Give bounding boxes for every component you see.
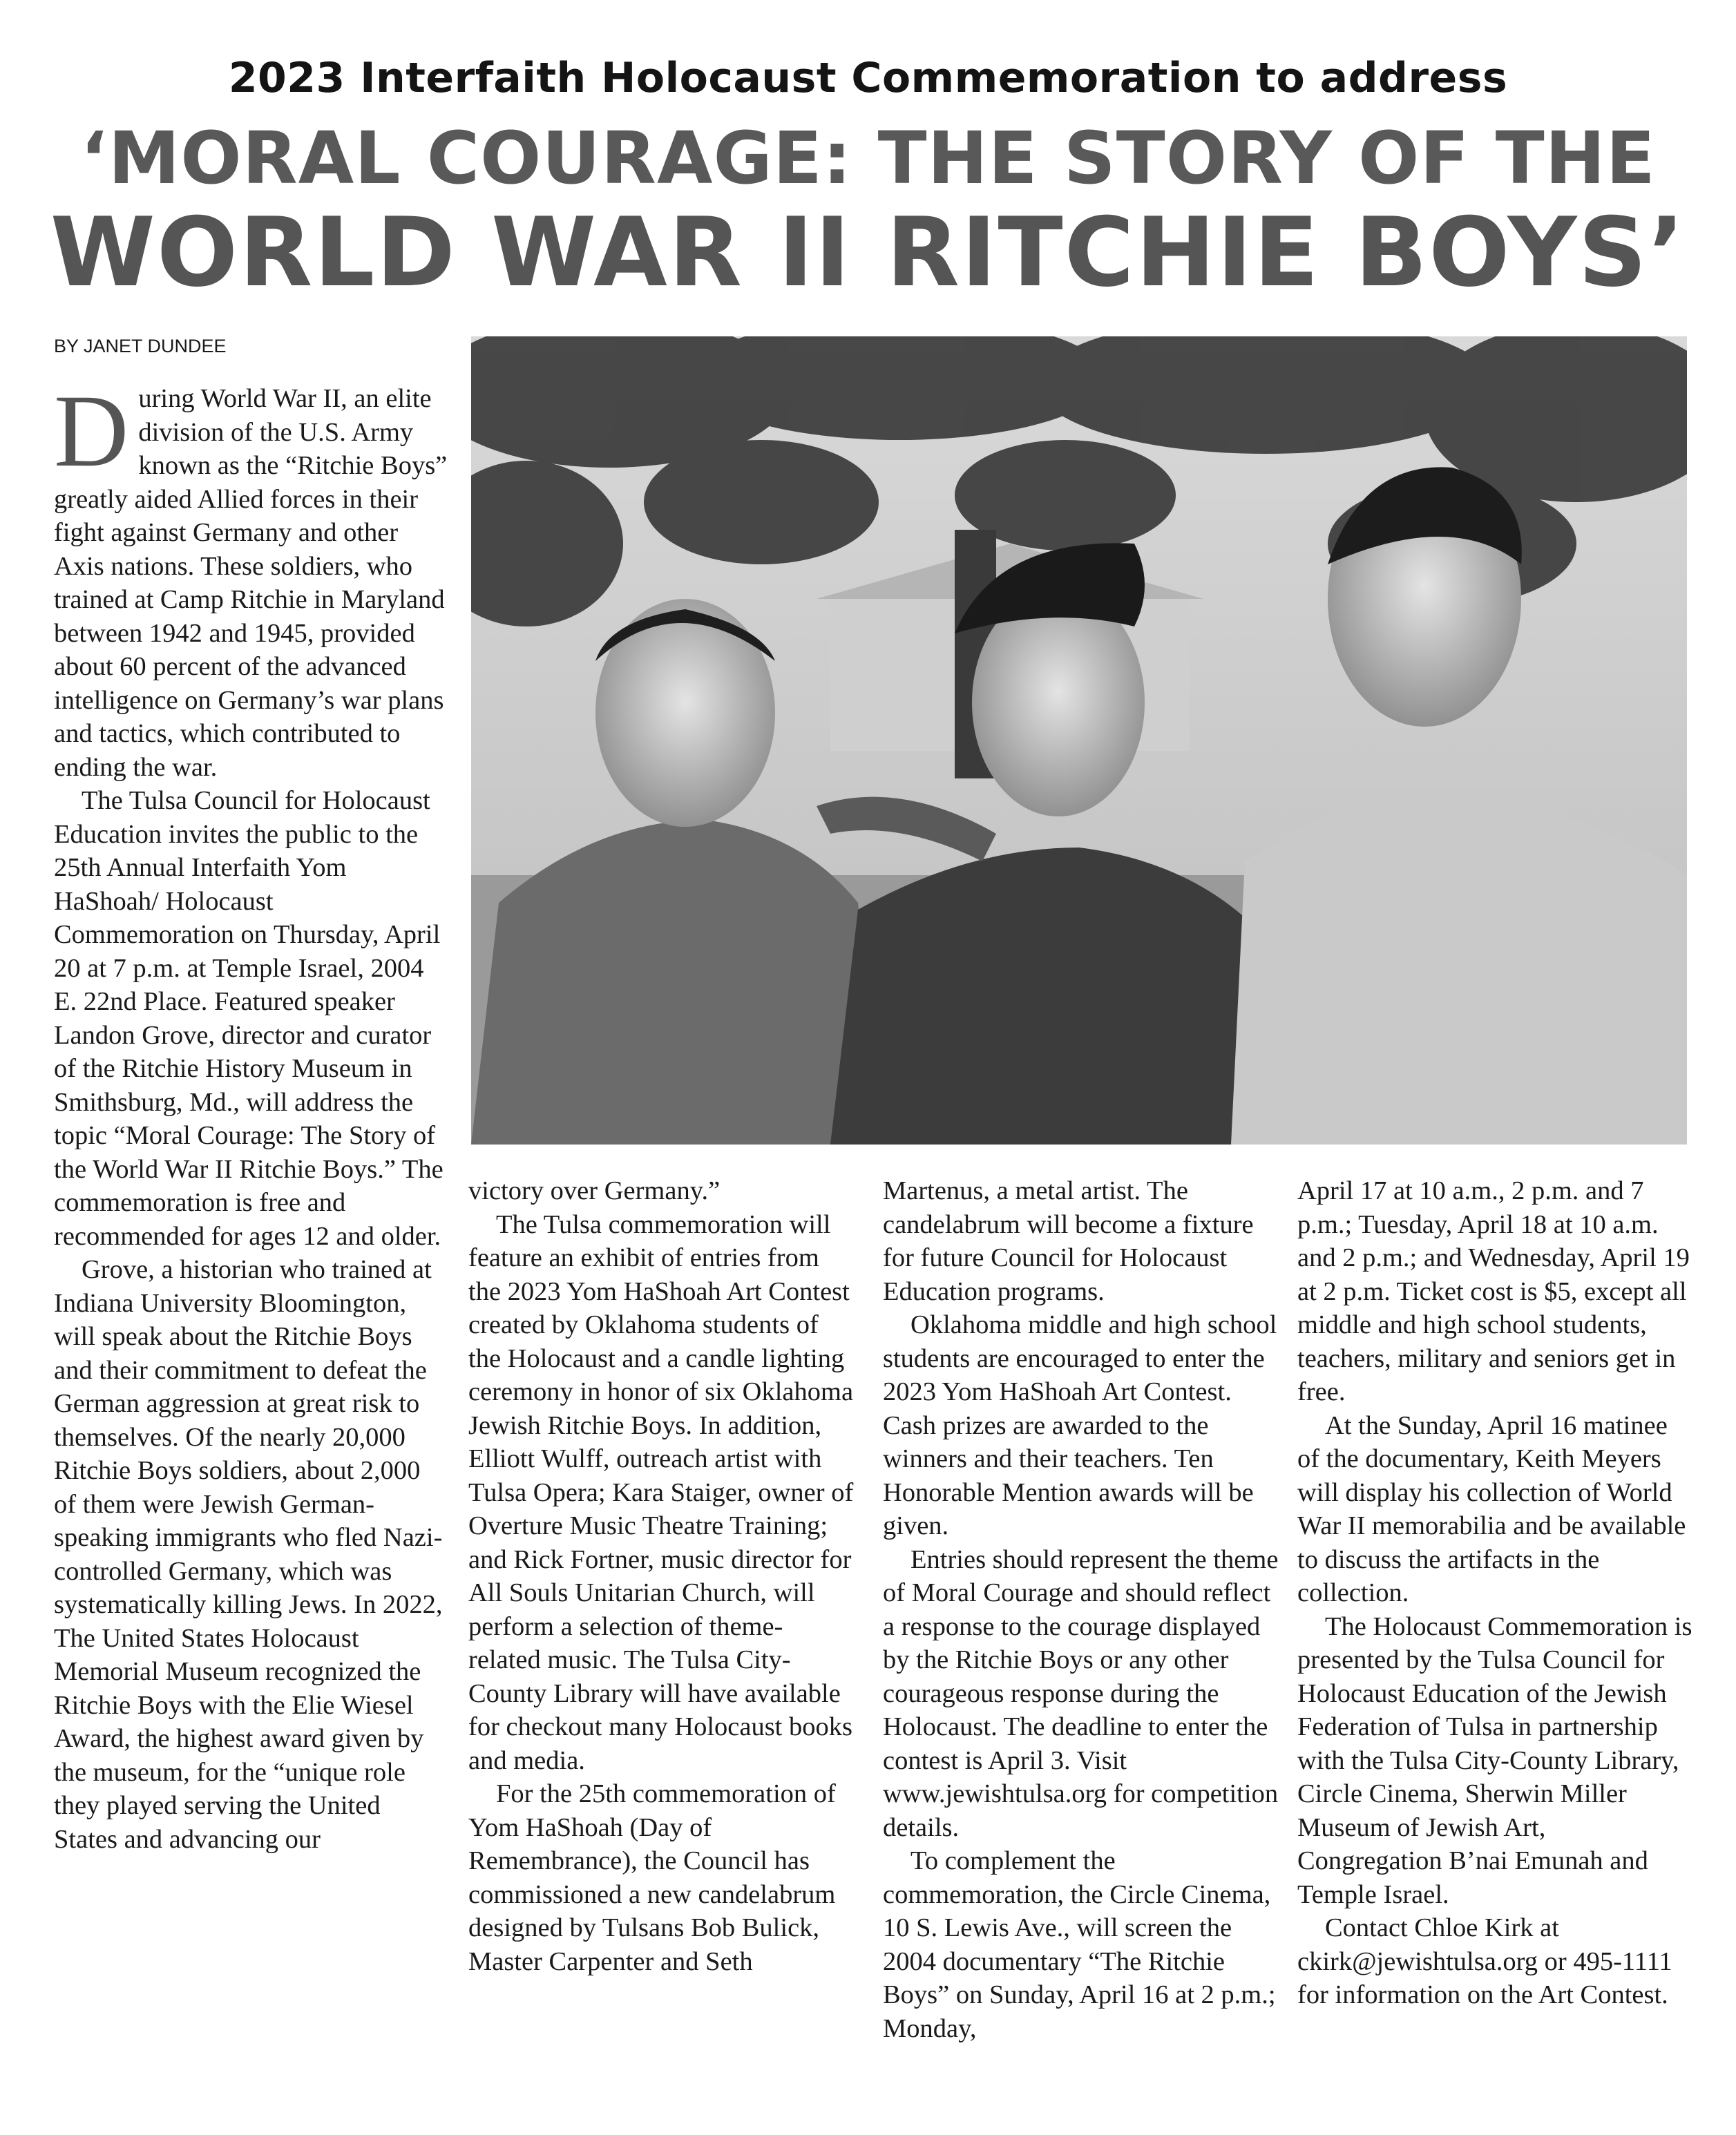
paragraph: To complement the commemoration, the Circle Cinema, 10 S. Lewis Ave., will screen the 2004 documentary “The Ritchie Boys” on Sunday, April 16 at 2 p.m.; Monday, xyxy=(883,1846,1276,2043)
paragraph: Contact Chloe Kirk at ckirk@jewishtulsa.org or 495-1111 for information on the Art Contest. xyxy=(1297,1913,1672,2009)
paragraph: Oklahoma middle and high school students are encouraged to enter the 2023 Yom HaShoah Art Contest. Cash prizes are awarded to the winners and their teachers. Ten Honorable Mention awards will be given. xyxy=(883,1310,1277,1540)
paragraph: At the Sunday, April 16 matinee of the documentary, Keith Meyers will display his collection of World War II memorabilia and be available to discuss the artifacts in the collection. xyxy=(1297,1410,1686,1607)
byline: BY JANET DUNDEE xyxy=(54,336,227,356)
paragraph: Martenus, a metal artist. The candelabrum will become a fixture for future Council for Holocaust Education programs. xyxy=(883,1176,1254,1306)
paragraph: The Tulsa commemoration will feature an exhibit of entries from the 2023 Yom HaShoah Art Contest created by Oklahoma students of the Holocaust and a candle lighting ceremony in honor of six Oklahoma Jewish Ritchie Boys. In addition, Elliott Wulff, outreach artist with Tulsa Opera; Kara Staiger, owner of Overture Music Theatre Training; and Rick Fortner, music director for All Souls Unitarian Church, will perform a selection of theme-related music. The Tulsa City-County Library will have available for checkout many Holocaust books and media. xyxy=(468,1209,854,1775)
column-3 xyxy=(883,1174,1284,2045)
column-4 xyxy=(1297,1174,1695,2012)
column-2 xyxy=(468,1174,855,1978)
paragraph: April 17 at 10 a.m., 2 p.m. and 7 p.m.; Tuesday, April 18 at 10 a.m. and 2 p.m.; and Wednesday, April 19 at 2 p.m. Ticket cost is $5, except all middle and high school students, teachers, military and seniors get in free. xyxy=(1297,1176,1690,1406)
paragraph-text: uring World War II, an elite division of the U.S. Army known as the “Ritchie Boys” greatly aided Allied forces in their fight against Germany and other Axis nations. These soldiers, who trained at Camp Ritchie in Maryland between 1942 and 1945, provided about 60 percent of the advanced intelligence on Germany’s war plans and tactics, which contributed to ending the war. xyxy=(54,384,448,782)
paragraph: For the 25th commemoration of Yom HaShoah (Day of Remembrance), the Council has commissioned a new candelabrum designed by Tulsans Bob Bulick, Master Carpenter and Seth xyxy=(468,1779,836,1976)
headline-title-line2: WORLD WAR II RITCHIE BOYS’ xyxy=(50,197,1686,308)
column-1 xyxy=(54,374,448,1856)
photo-soldiers xyxy=(471,336,1687,1145)
paragraph: The Tulsa Council for Holocaust Education invites the public to the 25th Annual Interfaith Yom HaShoah/ Holocaust Commemoration on Thursday, April 20 at 7 p.m. at Temple Israel, 2004 E. 22nd Place. Featured speaker Landon Grove, director and curator of the Ritchie History Museum in Smithsburg, Md., will address the topic “Moral Courage: The Story of the World War II Ritchie Boys.” The commemoration is free and recommended for ages 12 and older. xyxy=(54,786,443,1251)
headline-title-line1: ‘MORAL COURAGE: THE STORY OF THE xyxy=(80,116,1656,200)
photo-soldiers-icon xyxy=(471,336,1687,1145)
paragraph xyxy=(54,374,448,784)
paragraph: Grove, a historian who trained at Indiana University Bloomington, will speak about the Ritchie Boys and their commitment to defeat the German aggression at great risk to themselves. Of the nearly 20,000 Ritchie Boys soldiers, about 2,000 of them were Jewish German-speaking immigrants who fled Nazi-controlled Germany, which was systematically killing Jews. In 2022, The United States Holocaust Memorial Museum recognized the Ritchie Boys with the Elie Wiesel Award, the highest award given by the museum, for the “unique role they played serving the United States and advancing our xyxy=(54,1255,443,1854)
paragraph: victory over Germany.” xyxy=(468,1176,721,1205)
paragraph: The Holocaust Commemoration is presented by the Tulsa Council for Holocaust Education of the Jewish Federation of Tulsa in partnership with the Tulsa City-County Library, Circle Cinema, Sherwin Miller Museum of Jewish Art, Congregation B’nai Emunah and Temple Israel. xyxy=(1297,1611,1692,1909)
paragraph: Entries should represent the theme of Moral Courage and should reflect a response to the courage displayed by the Ritchie Boys or any other courageous response during the Holocaust. The deadline to enter the contest is April 3. Visit www.jewishtulsa.org for competition details. xyxy=(883,1544,1279,1842)
dropcap: D xyxy=(54,374,129,488)
headline-kicker: 2023 Interfaith Holocaust Commemoration to address xyxy=(228,54,1508,102)
